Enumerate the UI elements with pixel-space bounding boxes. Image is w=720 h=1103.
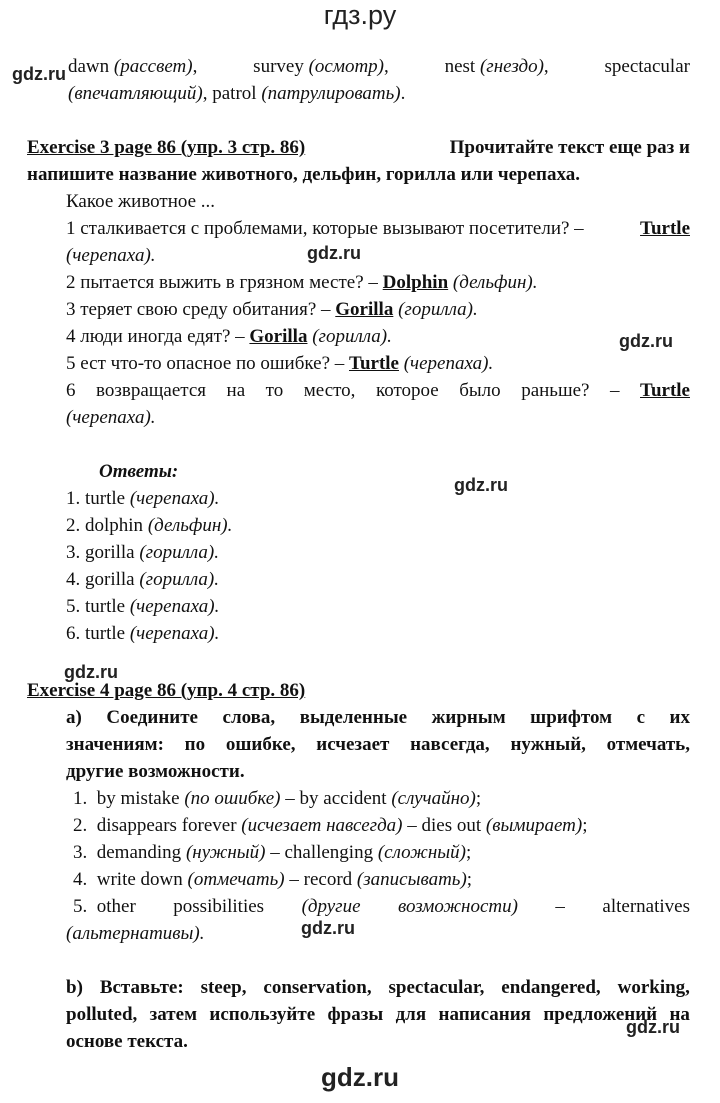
exercise-3-task: напишите название животного, дельфин, горилла или черепаха.	[27, 164, 580, 185]
question-1: 1 сталкивается с проблемами, которые вызывают посетители? – Turtle	[66, 218, 690, 239]
exercise-4-item: 4. write down (отмечать) – record (записывать);	[73, 869, 473, 890]
exercise-4-heading: Exercise 4 page 86 (упр. 4 стр. 86)	[27, 680, 306, 701]
answer-item: 6. turtle (черепаха).	[66, 623, 220, 644]
question-5: 5 ест что-то опасное по ошибке? – Turtle (черепаха).	[66, 353, 494, 374]
site-footer: gdz.ru	[321, 1062, 399, 1092]
question-2: 2 пытается выжить в грязном месте? – Dolphin (дельфин).	[66, 272, 538, 293]
watermark: gdz.ru	[307, 243, 361, 263]
exercise-4b-line-1: b) Вставьте: steep, conservation, spectacular, endangered, working,	[66, 977, 690, 998]
watermark: gdz.ru	[626, 1017, 680, 1037]
answer-item: 5. turtle (черепаха).	[66, 596, 220, 617]
exercise-3-heading: Exercise 3 page 86 (упр. 3 стр. 86) Прочитайте текст еще раз и	[27, 137, 690, 158]
exercise-4-item: 2. disappears forever (исчезает навсегда) – dies out (вымирает);	[73, 815, 588, 836]
question-1-translation: (черепаха).	[66, 245, 156, 266]
watermark: gdz.ru	[301, 918, 355, 938]
exercise-4-item: 1. by mistake (по ошибке) – by accident (случайно);	[73, 788, 482, 809]
watermark: gdz.ru	[64, 662, 118, 682]
answer-item: 4. gorilla (горилла).	[66, 569, 219, 590]
question-6: 6 возвращается на то место, которое было раньше? – Turtle	[66, 380, 690, 401]
exercise-4a-line-3: другие возможности.	[66, 761, 245, 782]
answers-title: Ответы:	[99, 461, 179, 482]
answer-item: 2. dolphin (дельфин).	[66, 515, 233, 536]
watermark: gdz.ru	[619, 331, 673, 351]
vocab-line-1: dawn (рассвет), survey (осмотр), nest (гнездо), spectacular	[68, 56, 690, 77]
question-3: 3 теряет свою среду обитания? – Gorilla (горилла).	[66, 299, 478, 320]
watermark: gdz.ru	[454, 475, 508, 495]
answer-item: 1. turtle (черепаха).	[66, 488, 220, 509]
exercise-4a-line-2: значениям: по ошибке, исчезает навсегда, нужный, отмечать,	[66, 734, 690, 755]
vocab-line-2: (впечатляющий), patrol (патрулировать).	[68, 83, 406, 104]
answer-item: 3. gorilla (горилла).	[66, 542, 219, 563]
site-header: гдз.ру	[323, 0, 397, 30]
exercise-3-intro: Какое животное ...	[66, 191, 216, 212]
exercise-4b-line-2: polluted, затем используйте фразы для написания предложений на	[66, 1004, 690, 1025]
exercise-4a-line-1: a) Соедините слова, выделенные жирным шрифтом с их	[66, 707, 690, 728]
question-4: 4 люди иногда едят? – Gorilla (горилла).	[66, 326, 392, 347]
exercise-4-item-5-translation: (альтернативы).	[66, 923, 205, 944]
watermark: gdz.ru	[12, 64, 66, 84]
exercise-4-item-5: 5. other possibilities (другие возможности) – alternatives	[73, 896, 690, 917]
exercise-4-item: 3. demanding (нужный) – challenging (сложный);	[73, 842, 472, 863]
exercise-4b-line-3: основе текста.	[66, 1031, 188, 1052]
question-6-translation: (черепаха).	[66, 407, 156, 428]
